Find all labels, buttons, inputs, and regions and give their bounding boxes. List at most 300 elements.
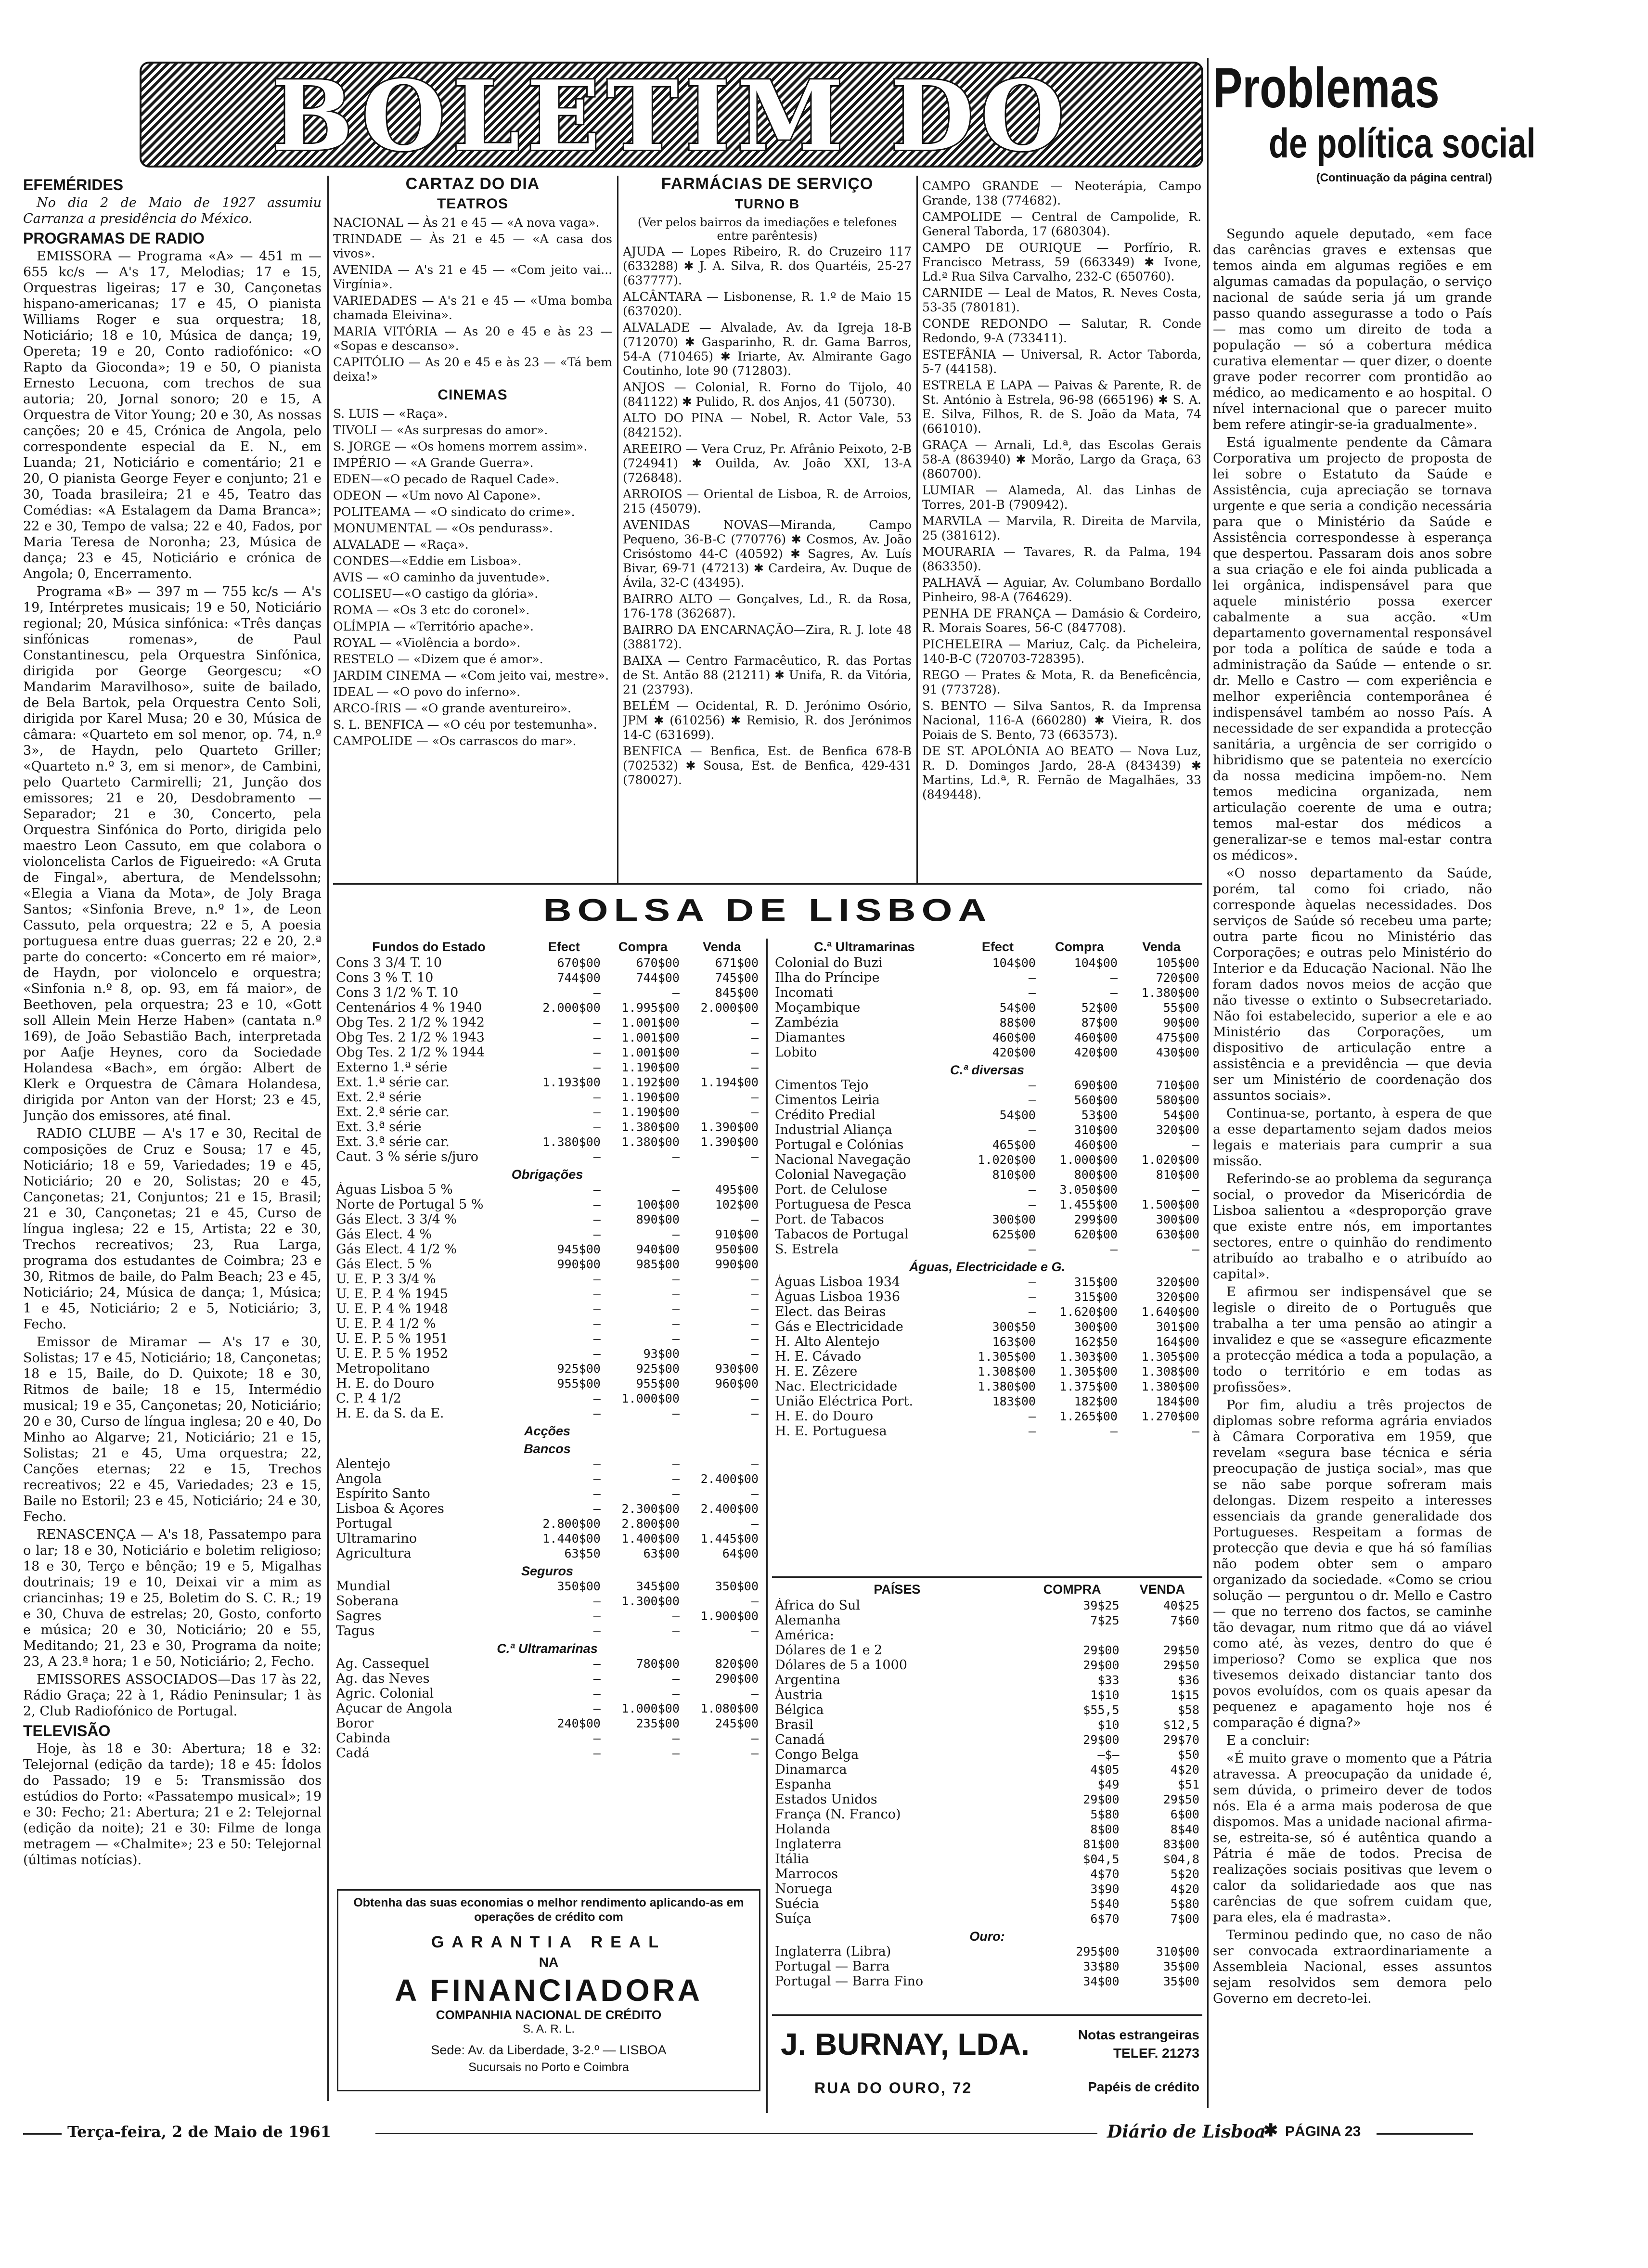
- row-value: 460$00: [1074, 1138, 1118, 1152]
- row-value: 90$00: [1163, 1016, 1199, 1030]
- cinema-item: POLITEAMA — «O sindicato do crime».: [333, 505, 575, 519]
- farmacia-item: PICHELEIRA — Mariuz, Calç. da Picheleira, 140-B-C (720703-728395).: [922, 637, 1201, 666]
- row-value: 2.800$00: [621, 1517, 680, 1531]
- row-value: —: [751, 1457, 759, 1471]
- table-row: [333, 1546, 761, 1561]
- row-value: 29$00: [1083, 1658, 1120, 1672]
- row-label: Lisboa & Açores: [336, 1501, 444, 1516]
- row-label: Obg Tes. 2 1/2 % 1943: [336, 1030, 485, 1045]
- table-row: [333, 1456, 761, 1471]
- farmacia-item: ALTO DO PINA — Nobel, R. Actor Vale, 53 (842152).: [623, 411, 912, 439]
- table-row: [333, 1716, 761, 1731]
- burnay-address: RUA DO OURO, 72: [814, 2079, 973, 2097]
- row-value: —: [751, 1746, 759, 1760]
- row-value: 1.020$00: [1141, 1153, 1199, 1167]
- row-value: 1.380$00: [1141, 1379, 1199, 1393]
- table-row: [772, 1702, 1202, 1717]
- farmacia-item: CAMPOLIDE — Central de Campolide, R. General Taborda, 17 (680304).: [922, 210, 1201, 238]
- row-value: 3$90: [1090, 1882, 1120, 1896]
- teatro-item: CAPITÓLIO — As 20 e 45 e às 23 — «Tá bem deixa!»: [333, 355, 612, 384]
- row-value: 102$00: [715, 1198, 759, 1211]
- table-row: [772, 1045, 1202, 1060]
- row-value: 1.265$00: [1059, 1409, 1118, 1423]
- row-value: $04,8: [1163, 1852, 1199, 1866]
- tv-heading: TELEVISÃO: [23, 1722, 111, 1740]
- table-row: [772, 970, 1202, 985]
- row-value: —: [593, 1105, 601, 1119]
- row-value: —: [672, 1150, 680, 1164]
- row-value: 350$00: [557, 1579, 601, 1593]
- row-label: Moçambique: [775, 1000, 861, 1015]
- table-row: [772, 1078, 1202, 1093]
- row-value: —: [751, 1090, 759, 1104]
- farmacias-list-2: [922, 179, 1201, 802]
- table-row: [333, 1287, 761, 1302]
- table-row: [333, 1594, 761, 1609]
- row-value: 1.995$00: [621, 1001, 680, 1015]
- row-label: Tagus: [336, 1624, 375, 1638]
- row-label: Cadá: [336, 1746, 370, 1761]
- table-header-2: Compra: [618, 940, 668, 954]
- headline-problemas: Problemas: [1213, 56, 1440, 120]
- table-row: [333, 1000, 761, 1015]
- row-value: 940$00: [636, 1242, 680, 1256]
- row-value: —: [593, 1212, 601, 1226]
- row-value: 2.800$00: [542, 1517, 601, 1531]
- table-row: [333, 1075, 761, 1090]
- footer-rule-right: [1377, 2133, 1473, 2135]
- row-value: —: [1028, 1183, 1036, 1197]
- row-label: Inglaterra (Libra): [775, 1944, 891, 1959]
- table-row: [333, 1376, 761, 1391]
- row-label: S. Estrela: [775, 1242, 839, 1257]
- table-row: [772, 1881, 1202, 1896]
- row-value: —: [1110, 1424, 1118, 1438]
- row-label: Açucar de Angola: [336, 1701, 452, 1716]
- row-value: 290$00: [715, 1672, 759, 1686]
- table-header-0: PAÍSES: [874, 1582, 921, 1597]
- row-value: 105$00: [1156, 956, 1199, 970]
- ad-fin-garantia: GARANTIA REAL: [431, 1933, 667, 1951]
- row-label: Portugal — Barra: [775, 1959, 890, 1974]
- article-paragraph: «O nosso departamento da Saúde, porém, tal como foi criado, não corresponde àquelas necessidades. Dos serviços de Saúde só recebeu uma parte; outra parte ficou no Ministério das Corporações; e outras pelo Ministério do Interior e da Educação Nacional. Não lhe foram dados novos meios de acção que não tivesse o extinto o Subsecretariado. Não foi estabelecido, superior a ele e ao Ministério das Corporações, um dispositivo de articulação entre a assistência e a previdência — que devia ser um Ministério de coordenação dos assuntos sociais».: [1213, 866, 1492, 1103]
- row-label: Nacional Navegação: [775, 1152, 911, 1167]
- row-value: —: [672, 1624, 680, 1638]
- table-row: [772, 1792, 1202, 1807]
- row-label: U. E. P. 4 % 1948: [336, 1302, 448, 1316]
- row-value: 810$00: [1156, 1168, 1199, 1182]
- row-value: —: [593, 1624, 601, 1638]
- row-value: —: [593, 1150, 601, 1164]
- row-value: —: [1028, 1409, 1036, 1423]
- row-value: 1.000$00: [621, 1392, 680, 1405]
- ad-fin-sucursais: Sucursais no Porto e Coimbra: [468, 2061, 629, 2074]
- table-row: [333, 985, 761, 1000]
- table-row: [333, 1242, 761, 1257]
- table-row: [772, 1974, 1202, 1989]
- row-value: —: [593, 1183, 601, 1197]
- row-label: Itália: [775, 1852, 809, 1867]
- row-label: Águas Lisboa 1936: [775, 1289, 901, 1304]
- row-label: Gás Elect. 4 %: [336, 1227, 432, 1242]
- row-value: —: [672, 1317, 680, 1331]
- table-row: [333, 1609, 761, 1624]
- row-value: —: [672, 1487, 680, 1501]
- row-value: —: [593, 1060, 601, 1074]
- row-value: —: [672, 1183, 680, 1197]
- cinemas-list: [333, 407, 612, 748]
- table-row: [772, 1122, 1202, 1137]
- table-row: [333, 1257, 761, 1272]
- table-row: [333, 1090, 761, 1105]
- row-value: 29$50: [1163, 1792, 1199, 1806]
- row-value: 4$20: [1170, 1882, 1199, 1896]
- row-value: —: [593, 1302, 601, 1316]
- row-value: 2.000$00: [700, 1001, 759, 1015]
- ad-fin-sede: Sede: Av. da Liberdade, 3-2.º — LISBOA: [431, 2043, 667, 2057]
- row-value: —: [672, 1272, 680, 1286]
- row-value: —: [593, 1227, 601, 1241]
- row-value: 83$00: [1163, 1837, 1199, 1851]
- cinema-item: IMPÉRIO — «A Grande Guerra».: [333, 456, 534, 470]
- row-label: H. E. do Douro: [775, 1409, 874, 1424]
- cinemas-heading: CINEMAS: [438, 387, 508, 403]
- row-value: —: [751, 1406, 759, 1420]
- article-paragraph: Está igualmente pendente da Câmara Corporativa um projecto de proposta de lei sobre o Estatuto da Saúde e Assistência, cuja apreciação se tornava urgente e que seria a condição necessária para que o Ministério da Saúde e Assistência correspondesse à esperança que despertou. Passaram dois anos sobre a sua criação e ele foi ainda publicada a lei orgânica, indispensável para que aquele ministério possa exercer cabalmente a sua acção. «Um departamento governamental responsável por toda a política de saúde e toda a administração da Saúde — entende o sr. dr. Mello e Castro — com experiência e melhor experiência contemporânea é indispensável também ao nosso País. A necessidade de ser expandida a protecção sanitária, a urgência de ser corrigido o hibridismo que se patenteia no exercício da nossa medicina impõem-no. Nem temos medicina organizada, nem articulação coerente de uma e outra; temos mal-estar dos médicos a generalizar-se e temos mal-estar contra os médicos».: [1213, 435, 1492, 863]
- row-value: 690$00: [1074, 1078, 1118, 1092]
- radio-associados: EMISSORES ASSOCIADOS—Das 17 às 22, Rádio Graça; 22 à 1, Rádio Peninsular; 1 às 2, Club Radiofónico de Portugal.: [23, 1672, 322, 1719]
- row-value: 1.080$00: [700, 1701, 759, 1715]
- row-value: 460$00: [1074, 1031, 1118, 1044]
- farmacia-item: AVENIDAS NOVAS—Miranda, Campo Pequeno, 36-B-C (770776) ✱ Cosmos, Av. João Crisóstomo 44-C (40592) ✱ Sagres, Av. Luís Bivar, 69-71 (47213) ✱ Cardeira, Av. Duque de Ávila, 32-C (43495).: [623, 518, 912, 590]
- column-farmacias-cont: [922, 179, 1201, 882]
- column-farmacias: [623, 173, 912, 881]
- row-value: —: [751, 1272, 759, 1286]
- row-value: —: [672, 1302, 680, 1316]
- table-header-1: Efect: [548, 940, 580, 954]
- radio-miramar: Emissor de Miramar — A's 17 e 30, Solistas; 17 e 45, Noticiário; 18, Cançonetas; 18 e 15, Baile, do D. Quixote; 18 e 30, Ritmos de baile; 18 e 15, Intermédio musical; 19 e 35, Cançonetas; 20, Noticiário; 20 e 30, Curso de língua inglesa; 20 e 40, Do Minho ao Algarve; 21, Noticiário; 21 e 15, Solistas; 21 e 45, Uma orquestra; 22, Canções eternas; 22 e 15, Trechos recreativos; 22 e 45, Variedades; 23 e 15, Baile no Estoril; 23 e 45, Noticiário; 24 e 30, Fecho.: [23, 1335, 322, 1524]
- row-value: 310$00: [1074, 1123, 1118, 1137]
- row-value: 1.192$00: [621, 1075, 680, 1089]
- row-label: H. E. do Douro: [336, 1376, 435, 1391]
- farmacia-item: CARNIDE — Leal de Matos, R. Neves Costa, 53-35 (780181).: [922, 286, 1201, 314]
- farmacia-item: ANJOS — Colonial, R. Forno do Tijolo, 40 (841122) ✱ Pulido, R. dos Anjos, 41 (50730).: [623, 380, 912, 409]
- table-row: [772, 1944, 1202, 1959]
- row-value: 1.305$00: [1141, 1350, 1199, 1364]
- row-value: 64$00: [722, 1546, 759, 1560]
- row-label: Ext. 2.ª série: [336, 1090, 422, 1105]
- table-header-2: VENDA: [1139, 1582, 1185, 1597]
- table-row: [772, 1167, 1202, 1182]
- row-label: Cons 3 3/4 T. 10: [336, 955, 442, 970]
- row-label: Ultramarino: [336, 1531, 417, 1546]
- table-row: [772, 1867, 1202, 1881]
- farmacia-item: BELÉM — Ocidental, R. D. Jerónimo Osório, JPM ✱ (610256) ✱ Remisio, R. dos Jerónimos 14-C (631699).: [623, 699, 912, 742]
- row-value: —: [751, 1332, 759, 1346]
- row-value: —: [1192, 1183, 1199, 1197]
- row-value: —: [751, 1624, 759, 1638]
- row-value: 925$00: [557, 1362, 601, 1376]
- farmacia-item: BAIRRO DA ENCARNAÇÃO—Zira, R. J. lote 48 (388172).: [623, 623, 912, 651]
- row-label: Suíça: [775, 1911, 811, 1926]
- row-value: 184$00: [1156, 1394, 1199, 1408]
- cinema-item: ROYAL — «Violência a bordo».: [333, 636, 521, 650]
- row-value: 630$00: [1156, 1227, 1199, 1241]
- footer-page: PÁGINA 23: [1285, 2124, 1361, 2139]
- footer-rule-mid: [375, 2133, 1097, 2134]
- row-label: Angola: [336, 1471, 382, 1486]
- row-label: Holanda: [775, 1822, 831, 1837]
- row-value: 670$00: [636, 956, 680, 970]
- cinema-item: AVIS — «O caminho da juventude».: [333, 570, 550, 584]
- ad-fin-name: A FINANCIADORA: [395, 1973, 703, 2008]
- row-value: —: [751, 1731, 759, 1745]
- row-label: Ext. 2.ª série car.: [336, 1105, 450, 1120]
- article-paragraph: Por fim, aludiu a três projectos de diplomas sobre reforma agrária enviados à Câmara Corporativa em 1959, que revelam «segura base técnica e séria preocupação de justiça social», mas que se não sabe porque sofreram mais delongas. Dizem respeito a interesses essenciais da grande generalidade dos Portugueses. Respeitam a formas de protecção que devia e que há só famílias não podem obter sem o amparo organizado da sociedade. «Como se criou solução — perguntou o dr. Mello e Castro — que no terreno dos factos, se caminhe tão devagar, num ritmo que dá ao viável como até, às vezes, dentro do que é imperioso? Como se explica que nos tivesemos deixado distanciar tanto dos povos evoluídos, com os quais apesar da pequenez e apagamento hoje nos é comparação é digna?»: [1213, 1398, 1492, 1730]
- table-row: [333, 1561, 761, 1579]
- row-value: 620$00: [1074, 1227, 1118, 1241]
- table-row: [333, 1439, 761, 1456]
- row-label: H. E. Zêzere: [775, 1364, 858, 1379]
- row-label: Industrial Aliança: [775, 1122, 892, 1137]
- row-value: 29$00: [1083, 1792, 1120, 1806]
- cambio-top-rule: [772, 1576, 1202, 1578]
- table-row: [333, 1302, 761, 1316]
- table-row: [333, 1486, 761, 1501]
- ad-fin-na: NA: [539, 1955, 559, 1970]
- row-value: $55,5: [1083, 1703, 1120, 1717]
- table-row: [772, 1275, 1202, 1289]
- row-label: Obg Tes. 2 1/2 % 1944: [336, 1045, 485, 1060]
- row-label: Gás Elect. 5 %: [336, 1257, 432, 1272]
- row-value: 1.190$00: [621, 1090, 680, 1104]
- table-row: [772, 1000, 1202, 1015]
- row-value: 1.640$00: [1141, 1305, 1199, 1319]
- row-value: 1.380$00: [1141, 986, 1199, 1000]
- farmacia-item: CONDE REDONDO — Salutar, R. Conde Redondo, 9-A (733411).: [922, 317, 1201, 345]
- row-value: —: [751, 1392, 759, 1405]
- row-label: América:: [775, 1628, 834, 1643]
- table-row: [772, 1717, 1202, 1732]
- cinema-item: CONDES—«Eddie em Lisboa».: [333, 554, 522, 568]
- table-row: [772, 1060, 1202, 1078]
- row-value: 100$00: [636, 1198, 680, 1211]
- row-label: Cimentos Tejo: [775, 1078, 869, 1093]
- row-value: 745$00: [715, 971, 759, 985]
- row-label: Ext. 1.ª série car.: [336, 1075, 450, 1090]
- cinema-item: S. L. BENFICA — «O céu por testemunha».: [333, 718, 597, 732]
- row-value: —: [593, 1746, 601, 1760]
- row-value: $10: [1097, 1718, 1120, 1732]
- row-label: Agric. Colonial: [336, 1686, 434, 1701]
- row-value: 183$00: [992, 1394, 1036, 1408]
- table-row: [772, 1409, 1202, 1424]
- row-value: 1.500$00: [1141, 1198, 1199, 1211]
- row-value: —: [1110, 1242, 1118, 1256]
- burnay-telef: TELEF. 21273: [1113, 2046, 1199, 2061]
- row-value: 310$00: [1156, 1945, 1199, 1959]
- row-value: 1.000$00: [1059, 1153, 1118, 1167]
- row-label: África do Sul: [775, 1598, 861, 1613]
- row-value: —: [751, 1487, 759, 1501]
- table-row: [333, 1182, 761, 1197]
- cinema-item: OLÍMPIA — «Território apache».: [333, 619, 534, 633]
- table-row: [333, 1120, 761, 1134]
- radio-emissora-a: EMISSORA — Programa «A» — 451 m — 655 kc/s — A's 17, Melodias; 17 e 15, Orquestras ligeiras; 17 e 30, Cançonetas hispano-americanas; 17 e 45, O pianista Williams Roger e sua orquestra; 18, Noticiário; 18 e 10, Música de dança; 19, Opereta; 19 e 20, Conto radiofónico: «O Rapto da Gioconda»; 19 e 50, O pianista Ernesto Lecuona, com trechos de sua autoria; 20, Jornal sonoro; 20 e 15, A Orquestra de Vitor Young; 20 e 30, As nossas canções; 20 e 45, Crónica de Angola, pelo correspondente especial da E. N., em Luanda; 21, Noticiário e comentário; 21 e 20, O pianista George Feyer e conjunto; 21 e 30, Toada brasileira; 21 e 45, Teatro das Comédias: «A Estalagem da Dama Branca»; 22 e 30, Tempo de valsa; 22 e 40, Fados, por Maria Teresa de Noronha; 23, Música de dança; 23 e 45, Noticiário e crónica de Angola; 0, Encerramento.: [23, 249, 322, 581]
- row-value: 4$20: [1170, 1763, 1199, 1777]
- row-value: —: [751, 1212, 759, 1226]
- row-value: —: [751, 1150, 759, 1164]
- row-value: 1.020$00: [978, 1153, 1036, 1167]
- table-row: [333, 1656, 761, 1671]
- row-value: 625$00: [992, 1227, 1036, 1241]
- row-value: 29$50: [1163, 1643, 1199, 1657]
- row-value: —: [751, 1347, 759, 1361]
- row-label: Centenários 4 % 1940: [336, 1000, 482, 1015]
- burnay-top-rule: [772, 2014, 1202, 2016]
- row-value: —: [672, 1672, 680, 1686]
- farmacia-item: S. BENTO — Silva Santos, R. da Imprensa Nacional, 116-A (660280) ✱ Vieira, R. dos Poiais de S. Bento, 73 (663573).: [922, 699, 1201, 742]
- row-value: —: [593, 1731, 601, 1745]
- table-row: [772, 1911, 1202, 1926]
- row-value: —: [593, 1120, 601, 1134]
- row-label: Portugal: [336, 1516, 392, 1531]
- row-value: 34$00: [1083, 1974, 1120, 1988]
- farmacia-item: ESTEFÂNIA — Universal, R. Actor Taborda, 5-7 (44158).: [922, 348, 1201, 376]
- table-row: [772, 1643, 1202, 1658]
- table-row: [333, 1579, 761, 1594]
- row-value: $51: [1177, 1778, 1199, 1791]
- table-row: [772, 1212, 1202, 1227]
- farmacia-item: PALHAVÃ — Aguiar, Av. Columbano Bordallo Pinheiro, 98-A (764629).: [922, 576, 1201, 604]
- row-value: 63$50: [564, 1546, 601, 1560]
- row-value: 1.001$00: [621, 1045, 680, 1059]
- row-value: 1.440$00: [542, 1532, 601, 1546]
- table-row: [333, 1391, 761, 1406]
- row-label: Norte de Portugal 5 %: [336, 1197, 484, 1212]
- row-value: 54$00: [1163, 1108, 1199, 1122]
- farmacias-note: (Ver pelos bairros da imediações e telefones entre parêntesis): [637, 216, 897, 243]
- row-value: —: [593, 1687, 601, 1701]
- row-value: 1.380$00: [621, 1135, 680, 1149]
- row-value: 164$00: [1156, 1335, 1199, 1349]
- row-value: 1.190$00: [621, 1105, 680, 1119]
- table-row: [772, 1334, 1202, 1349]
- ad-fin-line1: Obtenha das suas economias o melhor rendimento aplicando-as em operações de crédito com: [353, 1896, 744, 1924]
- row-value: $49: [1097, 1778, 1120, 1791]
- bolsa-top-rule: [333, 883, 1202, 885]
- row-value: —: [672, 1287, 680, 1301]
- table-row: [333, 1361, 761, 1376]
- row-value: 945$00: [557, 1242, 601, 1256]
- row-value: —: [593, 1472, 601, 1486]
- row-value: 1.305$00: [1059, 1365, 1118, 1379]
- row-label: Marrocos: [775, 1867, 838, 1881]
- row-value: —: [593, 1045, 601, 1059]
- table-row: [772, 1319, 1202, 1334]
- row-value: 235$00: [636, 1716, 680, 1730]
- efemerides-heading: EFEMÉRIDES: [23, 176, 124, 193]
- radio-renascenca: RENASCENÇA — A's 18, Passatempo para o lar; 18 e 30, Noticiário e boletim religioso; 18 e 30, Terço e bênção; 19 e 5, Migalhas doutrinais; 19 e 10, Deixai vir a mim as criancinhas; 19 e 25, Boletim do S. C. R.; 19 e 30, Chuva de estrelas; 20, Gosto, conforto e música; 20 e 30, Noticiário; 20 e 55, Meditando; 21, 23 e 30, Programa da noite; 23, A 23.ª hora; 1 e 50, Noticiário; 2, Fecho.: [23, 1527, 322, 1669]
- row-value: 465$00: [992, 1138, 1036, 1152]
- row-value: —: [1110, 986, 1118, 1000]
- row-value: [1122, 1628, 1202, 1643]
- row-label: Áustria: [775, 1688, 823, 1702]
- row-value: —: [751, 1060, 759, 1074]
- table-row: [333, 1060, 761, 1075]
- row-label: Espírito Santo: [336, 1486, 430, 1501]
- cinema-item: ALVALADE — «Raça».: [333, 538, 469, 552]
- row-value: 910$00: [715, 1227, 759, 1241]
- row-value: 40$25: [1163, 1598, 1199, 1612]
- table-row: [772, 1242, 1202, 1257]
- row-value: —: [593, 1672, 601, 1686]
- article-paragraph: «É muito grave o momento que a Pátria atravessa. A preocupação da unidade é, sem dúvida, o primeiro dever de todos nós. Ela é a arma mais poderosa de que dispomos. Mas a unidade nacional afirma-se, estreita-se, só é autêntica quando a Pátria é mãe de todos. Precisa de realizações sociais positivas que levem o calor da solidariedade aos que nas carências de que sofrem cuidam que, para eles, ela é madrasta».: [1213, 1751, 1492, 1925]
- row-value: —: [1028, 1198, 1036, 1211]
- farmacia-item: CAMPO GRANDE — Neoterápia, Campo Grande, 138 (774682).: [922, 179, 1201, 207]
- headline-politica-social: de política social: [1269, 120, 1536, 167]
- row-value: 7$00: [1170, 1912, 1199, 1926]
- row-label: Diamantes: [775, 1030, 846, 1045]
- ad-fin-sarl: S. A. R. L.: [522, 2023, 575, 2036]
- table-row: [772, 1364, 1202, 1379]
- row-label: Espanha: [775, 1777, 832, 1792]
- table-row: [772, 1926, 1202, 1944]
- table-row: [772, 1304, 1202, 1319]
- row-value: 350$00: [715, 1579, 759, 1593]
- row-label: Obg Tes. 2 1/2 % 1942: [336, 1015, 485, 1030]
- table-row: [772, 985, 1202, 1000]
- section-label: Ouro:: [969, 1929, 1005, 1944]
- row-value: 2.400$00: [700, 1472, 759, 1486]
- table-row: [333, 1164, 761, 1182]
- row-value: —: [1028, 1242, 1036, 1256]
- right-article: [1213, 226, 1492, 2103]
- table-header-3: Venda: [1142, 940, 1181, 954]
- row-value: 1.303$00: [1059, 1350, 1118, 1364]
- section-label: Águas, Electricidade e G.: [909, 1260, 1066, 1274]
- row-value: 35$00: [1163, 1959, 1199, 1973]
- table-row: [772, 1852, 1202, 1867]
- row-value: —: [593, 1031, 601, 1044]
- teatro-item: MARIA VITÓRIA — As 20 e 45 e às 23 — «Sopas e descanso».: [333, 324, 612, 353]
- article-paragraph: Segundo aquele deputado, «em face das carências graves e extensas que temos ainda em algumas regiões e em algumas camadas da população, o serviço nacional de saúde seria já um grande passo quando assegurasse a todo o País — mas como um direito de toda a população — só a cobertura médica curativa elementar — quer dizer, o doente grave poder recorrer com prontidão ao médico, ao medicamento e ao hospital. O nível internacional que o parecer muito bem refere atingir-se-ia gradualmente».: [1213, 227, 1492, 432]
- table-row: [333, 1149, 761, 1164]
- table-row: [772, 1394, 1202, 1409]
- row-value: 955$00: [636, 1377, 680, 1391]
- row-label: U. E. P. 4 1/2 %: [336, 1316, 436, 1331]
- table-row: [333, 1471, 761, 1486]
- row-value: 1$15: [1170, 1688, 1199, 1702]
- table-row: [333, 1227, 761, 1242]
- row-value: 985$00: [636, 1257, 680, 1271]
- row-value: —: [1192, 1138, 1199, 1152]
- table-row: [772, 1197, 1202, 1212]
- row-value: 3.050$00: [1059, 1183, 1118, 1197]
- row-label: H. Alto Alentejo: [775, 1334, 880, 1349]
- row-value: —: [751, 1031, 759, 1044]
- row-value: —: [751, 1287, 759, 1301]
- row-value: —: [593, 1332, 601, 1346]
- row-label: Noruega: [775, 1881, 833, 1896]
- ad-financiadora: [337, 1889, 760, 2091]
- table-row: [772, 1030, 1202, 1045]
- farmacia-item: GRAÇA — Arnali, Ld.ª, das Escolas Gerais 58-A (863940) ✱ Morão, Largo da Graça, 63 (860700).: [922, 438, 1201, 481]
- row-value: —: [1110, 971, 1118, 985]
- turno-heading: TURNO B: [734, 196, 800, 211]
- table-row: [772, 1732, 1202, 1747]
- row-value: 35$00: [1163, 1974, 1199, 1988]
